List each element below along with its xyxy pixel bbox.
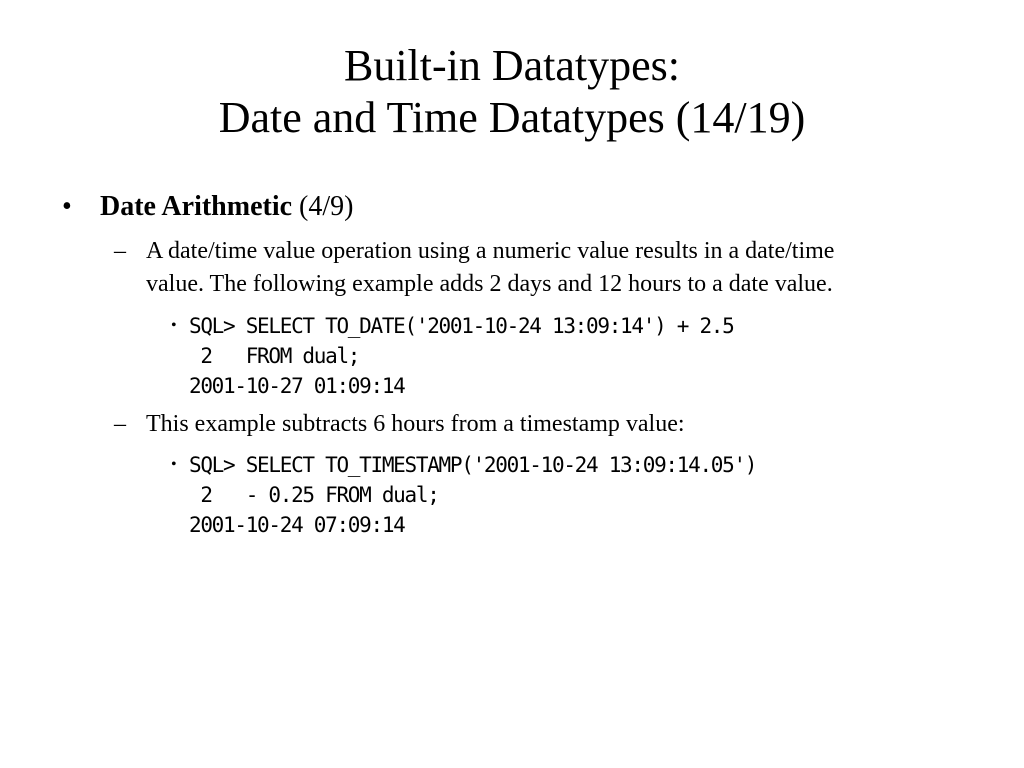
bullet-date-arithmetic — [62, 190, 353, 224]
bullet-heading-count: (4/9) — [292, 191, 354, 222]
sub-item-2-line-1: This example subtracts 6 hours from a timestamp value: — [146, 411, 685, 437]
dash-icon: – — [114, 411, 126, 437]
code-line: 2 FROM dual; — [189, 344, 360, 368]
dot-icon: • — [171, 317, 177, 334]
code-result: 2001-10-24 07:09:14 — [189, 513, 405, 537]
code-line: SQL> SELECT TO_DATE('2001-10-24 13:09:14') + 2.5 — [189, 314, 734, 338]
code-line: SQL> SELECT TO_TIMESTAMP('2001-10-24 13:09:14.05') — [189, 453, 757, 477]
sub-item-1-line-2: value. The following example adds 2 days and 12 hours to a date value. — [146, 271, 833, 297]
dash-icon: – — [114, 238, 126, 264]
code-line: 2 - 0.25 FROM dual; — [189, 483, 439, 507]
sub-item-1-line-1: A date/time value operation using a numeric value results in a date/time — [146, 238, 835, 264]
bullet-icon: • — [62, 191, 72, 222]
title-line-1: Built-in Datatypes: — [343, 41, 681, 90]
slide-title — [0, 40, 1024, 144]
dot-icon: • — [171, 456, 177, 473]
code-result: 2001-10-27 01:09:14 — [189, 374, 405, 398]
title-line-2: Date and Time Datatypes (14/19) — [218, 93, 806, 142]
bullet-heading-bold: Date Arithmetic — [100, 191, 293, 222]
